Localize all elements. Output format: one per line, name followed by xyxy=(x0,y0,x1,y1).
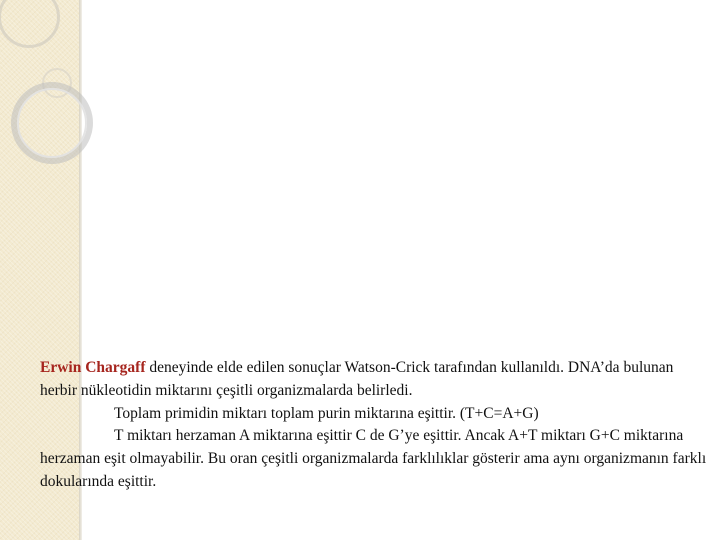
scientist-name: Erwin Chargaff xyxy=(40,359,146,376)
paragraph-base-ratio: T miktarı herzaman A miktarına eşittir C de G’ye eşittir. Ancak A+T miktarı G+C miktarına herzaman eşit olmayabilir. Bu oran çeşitli organizmalarda farklılıklar gösterir ama aynı organizmanın farklı dokularında eşittir. xyxy=(40,427,707,490)
slide-body-text xyxy=(40,357,710,494)
paragraph-chargaff xyxy=(40,357,710,403)
paragraph-purine-pyrimidine: Toplam primidin miktarı toplam purin miktarına eşittir. (T+C=A+G) xyxy=(114,404,539,422)
paragraph-chargaff-text: deneyinde elde edilen sonuçlar Watson-Crick tarafından kullanıldı. DNA’da bulunan herbir nükleotidin miktarını çeşitli organizmalarda belirledi. xyxy=(40,359,674,399)
decorative-ring-inner xyxy=(17,88,87,158)
